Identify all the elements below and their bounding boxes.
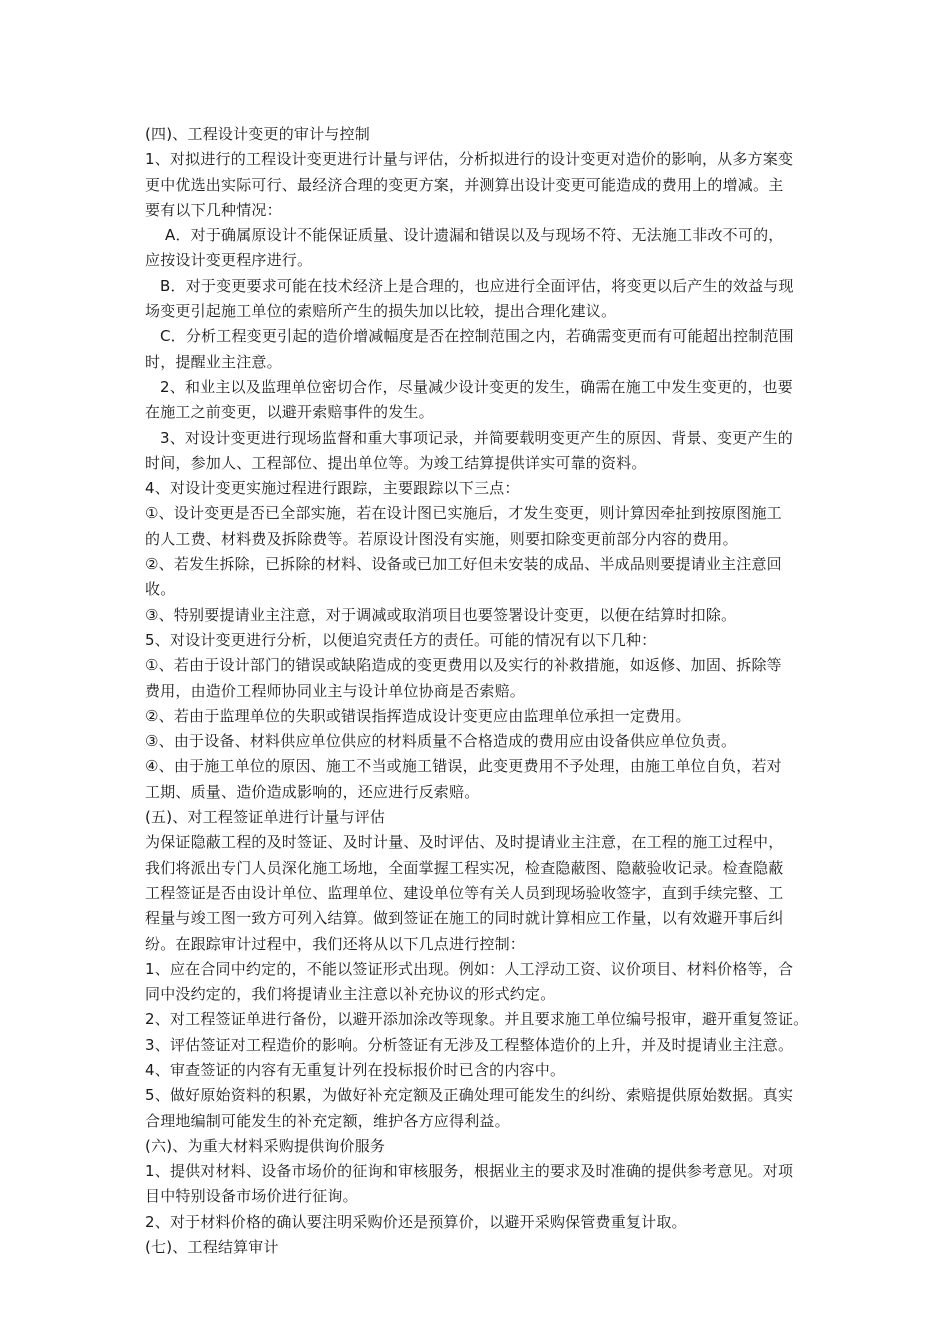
text-line <box>0 653 950 678</box>
text-line-content: 工程签证是否由设计单位、监理单位、建设单位等有关人员到现场验收签字，直到手续完整、工 <box>145 883 784 902</box>
text-line <box>0 173 950 198</box>
text-line <box>0 527 950 552</box>
text-line-content: ②、若由于监理单位的失职或错误指挥造成设计变更应由监理单位承担一定费用。 <box>145 706 691 725</box>
text-line-content: B．对于变更要求可能在技术经济上是合理的，也应进行全面评估，将变更以后产生的效益与现 <box>160 276 794 295</box>
text-line <box>0 299 950 324</box>
text-line-content: 1、应在合同中约定的，不能以签证形式出现。例如：人工浮动工资、议价项目、材料价格等，合 <box>145 959 794 978</box>
text-line-content: 目中特别设备市场价进行征询。 <box>145 1187 358 1206</box>
text-line <box>0 729 950 754</box>
text-line <box>0 1134 950 1159</box>
text-line-content: 要有以下几种情况： <box>145 200 282 219</box>
text-line <box>0 1159 950 1184</box>
text-line-content: 4、对设计变更实施过程进行跟踪，主要跟踪以下三点： <box>145 479 520 498</box>
text-line-content: 2、对于材料价格的确认要注明采购价还是预算价，以避开采购保管费重复计取。 <box>145 1212 687 1231</box>
text-line <box>0 805 950 830</box>
text-line <box>0 350 950 375</box>
text-line-content: ②、若发生拆除，已拆除的材料、设备或已加工好但未安装的成品、半成品则要提请业主注意回 <box>145 555 782 574</box>
text-line <box>0 754 950 779</box>
document-body <box>0 122 950 1260</box>
text-line <box>0 1235 950 1260</box>
text-line <box>0 147 950 172</box>
text-line <box>0 1083 950 1108</box>
text-line-content: 2、和业主以及监理单位密切合作，尽量减少设计变更的发生，确需在施工中发生变更的，也要 <box>160 377 793 396</box>
text-line-content: 3、对设计变更进行现场监督和重大事项记录，并简要载明变更产生的原因、背景、变更产生的 <box>160 428 793 447</box>
text-line <box>0 856 950 881</box>
text-line-content: 纷。在跟踪审计过程中，我们还将从以下几点进行控制： <box>145 934 526 953</box>
text-line <box>0 324 950 349</box>
text-line <box>0 679 950 704</box>
text-line-content: 2、对工程签证单进行备份，以避开添加涂改等现象。并且要求施工单位编号报审，避开重复签证。 <box>145 1010 809 1029</box>
text-line <box>0 1184 950 1209</box>
text-line-content: 3、评估签证对工程造价的影响。分析签证有无涉及工程整体造价的上升，并及时提请业主注意。 <box>145 1035 794 1054</box>
text-line <box>0 501 950 526</box>
text-line <box>0 1210 950 1235</box>
text-line-content: 程量与竣工图一致方可列入结算。做到签证在施工的同时就计算相应工作量，以有效避开事后纠 <box>145 909 784 928</box>
text-line-content: 5、对设计变更进行分析，以便追究责任方的责任。可能的情况有以下几种： <box>145 630 657 649</box>
text-line-content: (五)、对工程签证单进行计量与评估 <box>145 808 386 827</box>
text-line <box>0 400 950 425</box>
text-line-content: C．分析工程变更引起的造价增减幅度是否在控制范围之内，若确需变更而有可能超出控制范围 <box>160 327 794 346</box>
text-line-content: 费用，由造价工程师协同业主与设计单位协商是否索赔。 <box>145 681 526 700</box>
text-line-content: 4、审查签证的内容有无重复计列在投标报价时已含的内容中。 <box>145 1060 566 1079</box>
text-line <box>0 780 950 805</box>
text-line <box>0 830 950 855</box>
text-line <box>0 274 950 299</box>
text-line-content: 工期、质量、造价造成影响的，还应进行反索赔。 <box>145 782 480 801</box>
text-line <box>0 1033 950 1058</box>
text-line-content: 时间，参加人、工程部位、提出单位等。为竣工结算提供详实可靠的资料。 <box>145 453 647 472</box>
text-line <box>0 603 950 628</box>
text-line <box>0 122 950 147</box>
text-line <box>0 1109 950 1134</box>
text-line-content: 时，提醒业主注意。 <box>145 352 282 371</box>
text-line-content: 场变更引起施工单位的索赔所产生的损失加以比较，提出合理化建议。 <box>145 302 617 321</box>
text-line <box>0 375 950 400</box>
text-line <box>0 223 950 248</box>
text-line <box>0 982 950 1007</box>
text-line-content: ①、设计变更是否已全部实施，若在设计图已实施后，才发生变更，则计算因牵扯到按原图施工 <box>145 504 782 523</box>
text-line-content: 1、提供对材料、设备市场价的征询和审核服务，根据业主的要求及时准确的提供参考意见。对项 <box>145 1162 794 1181</box>
text-line <box>0 451 950 476</box>
text-line-content: A．对于确属原设计不能保证质量、设计遗漏和错误以及与现场不符、无法施工非改不可的， <box>165 226 784 245</box>
text-line-content: ③、由于设备、材料供应单位供应的材料质量不合格造成的费用应由设备供应单位负责。 <box>145 732 737 751</box>
text-line <box>0 957 950 982</box>
text-line-content: 同中没约定的，我们将提请业主注意以补充协议的形式约定。 <box>145 985 556 1004</box>
text-line-content: (六)、为重大材料采购提供询价服务 <box>145 1136 386 1155</box>
text-line-content: 我们将派出专门人员深化施工场地，全面掌握工程实况，检查隐蔽图、隐蔽验收记录。检查隐蔽 <box>145 858 784 877</box>
text-line <box>0 476 950 501</box>
text-line <box>0 552 950 577</box>
text-line <box>0 426 950 451</box>
text-line <box>0 577 950 602</box>
text-line-content: (七)、工程结算审计 <box>145 1238 279 1257</box>
text-line <box>0 248 950 273</box>
text-line-content: (四)、工程设计变更的审计与控制 <box>145 125 370 143</box>
text-line-content: ④、由于施工单位的原因、施工不当或施工错误，此变更费用不予处理，由施工单位自负，若对 <box>145 757 782 776</box>
text-line-content: 更中优选出实际可行、最经济合理的变更方案，并测算出设计变更可能造成的费用上的增减。主 <box>145 175 784 194</box>
text-line-content: ①、若由于设计部门的错误或缺陷造成的变更费用以及实行的补救措施，如返修、加固、拆除等 <box>145 656 782 675</box>
text-line <box>0 881 950 906</box>
text-line <box>0 704 950 729</box>
text-line-content: 为保证隐蔽工程的及时签证、及时计量、及时评估、及时提请业主注意，在工程的施工过程中， <box>145 833 784 852</box>
text-line <box>0 932 950 957</box>
text-line <box>0 198 950 223</box>
text-line-content: 合理地编制可能发生的补充定额，维护各方应得利益。 <box>145 1111 510 1130</box>
text-line-content: 在施工之前变更，以避开索赔事件的发生。 <box>145 403 434 422</box>
text-line-content: 应按设计变更程序进行。 <box>145 251 313 270</box>
text-line <box>0 628 950 653</box>
text-line-content: 的人工费、材料费及拆除费等。若原设计图没有实施，则要扣除变更前部分内容的费用。 <box>145 529 738 548</box>
text-line-content: 5、做好原始资料的积累，为做好补充定额及正确处理可能发生的纠纷、索赔提供原始数据。真实 <box>145 1086 794 1105</box>
text-line-content: 收。 <box>145 580 176 599</box>
text-line-content: 1、对拟进行的工程设计变更进行计量与评估，分析拟进行的设计变更对造价的影响，从多方案变 <box>145 150 794 169</box>
text-line <box>0 906 950 931</box>
text-line <box>0 1007 950 1032</box>
text-line-content: ③、特别要提请业主注意，对于调减或取消项目也要签署设计变更，以便在结算时扣除。 <box>145 605 737 624</box>
text-line <box>0 1058 950 1083</box>
